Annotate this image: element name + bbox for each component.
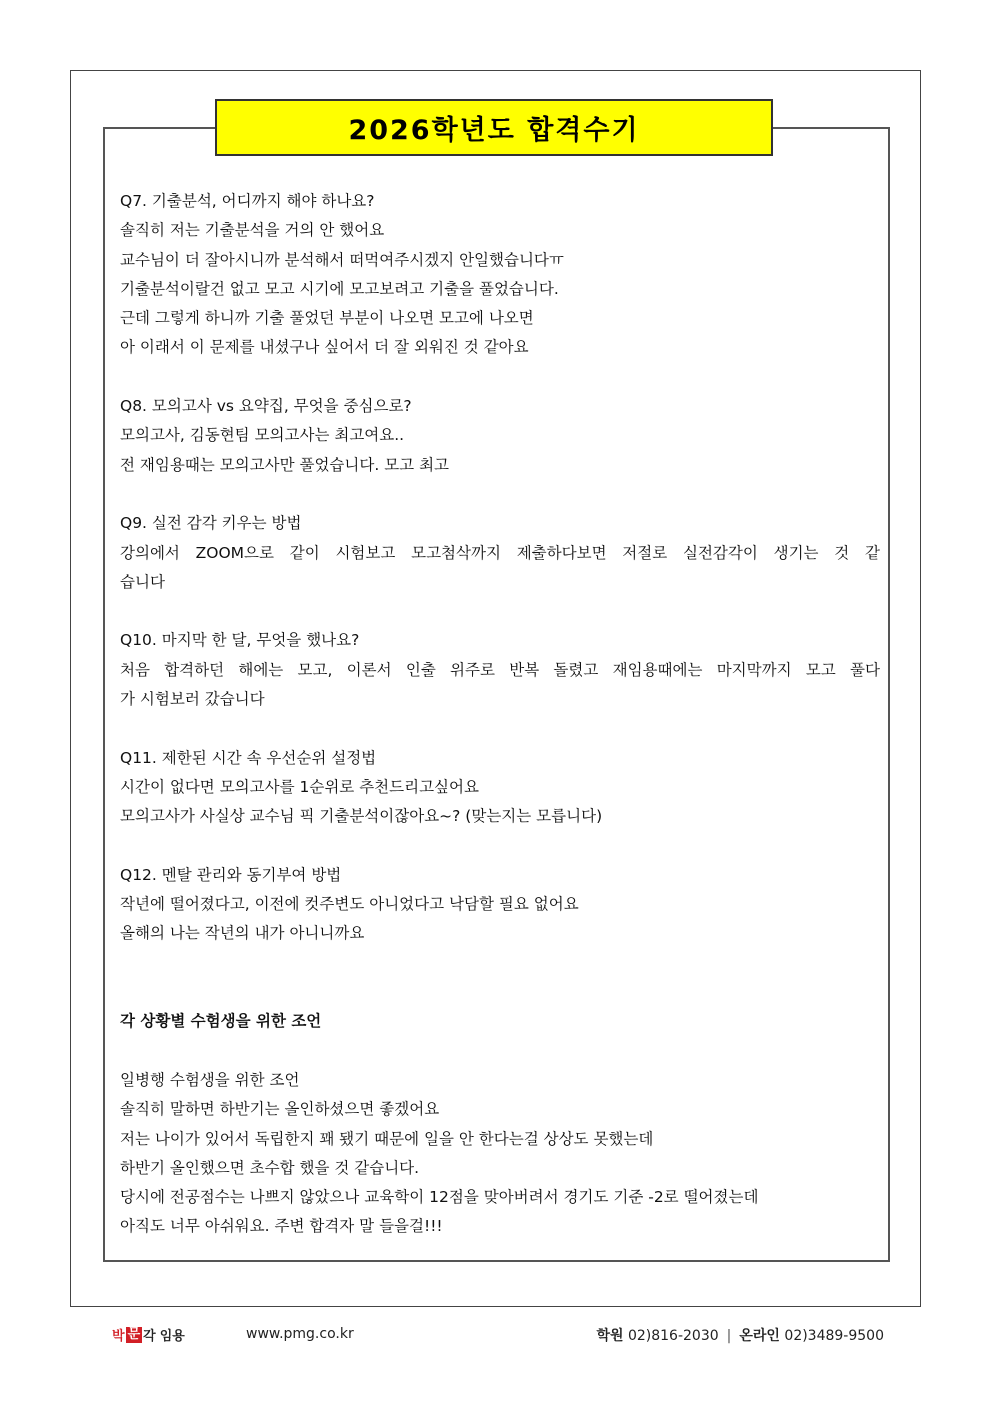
text-line: 하반기 올인했으면 초수합 했을 것 같습니다.: [120, 1158, 420, 1177]
pmg-logo: [112, 1325, 185, 1344]
text-line: 처음 합격하던 해에는 모고, 이론서 인출 위주로 반복 돌렸고 재임용때에는 마지막까지 모고 풀다: [120, 660, 880, 679]
text-line: Q9. 실전 감각 키우는 방법: [120, 514, 302, 533]
article-body: [120, 187, 880, 1242]
contact-info: [596, 1325, 884, 1345]
blank-line: [120, 597, 880, 626]
text-line: 교수님이 더 잘아시니까 분석해서 떠먹여주시겠지 안일했습니다ㅠ: [120, 250, 564, 269]
text-line: 아 이래서 이 문제를 내셨구나 싶어서 더 잘 외워진 것 같아요: [120, 338, 529, 357]
text-line: 일병행 수험생을 위한 조언: [120, 1070, 300, 1089]
text-line: 가 시험보러 갔습니다: [120, 690, 265, 709]
blank-line: [120, 714, 880, 743]
academy-phone: 02)816-2030: [627, 1328, 719, 1344]
text-line: 근데 그렇게 하니까 기출 풀었던 부분이 나오면 모고에 나오면: [120, 309, 534, 328]
text-line: 저는 나이가 있어서 독립한지 꽤 됐기 때문에 일을 안 한다는걸 상상도 못했는데: [120, 1129, 654, 1148]
text-line: 작년에 떨어졌다고, 이전에 컷주변도 아니었다고 낙담할 필요 없어요: [120, 895, 579, 914]
blank-line: [120, 480, 880, 509]
blank-line: [120, 832, 880, 861]
online-label: 온라인: [739, 1328, 780, 1344]
text-line: Q12. 멘탈 관리와 동기부여 방법: [120, 865, 342, 884]
website-url: www.pmg.co.kr: [246, 1326, 354, 1342]
text-line: 올해의 나는 작년의 내가 아니니까요: [120, 924, 365, 943]
logo-text: 각: [143, 1329, 156, 1344]
text-line: 모의고사가 사실상 교수님 픽 기출분석이잖아요~? (맞는지는 모릅니다): [120, 807, 603, 826]
text-line: 시간이 없다면 모의고사를 1순위로 추천드리고싶어요: [120, 777, 479, 796]
text-line: 기출분석이랄건 없고 모고 시기에 모고보려고 기출을 풀었습니다.: [120, 279, 559, 298]
blank-line: [120, 363, 880, 392]
text-line: 솔직히 저는 기출분석을 거의 안 했어요: [120, 221, 385, 240]
text-line: Q11. 제한된 시간 속 우선순위 설정법: [120, 748, 377, 767]
academy-label: 학원: [596, 1328, 624, 1344]
text-line: Q7. 기출분석, 어디까지 해야 하나요?: [120, 192, 375, 210]
text-line: Q8. 모의고사 vs 요약집, 무엇을 중심으로?: [120, 397, 412, 416]
text-line: 아직도 너무 아쉬워요. 주변 합격자 말 들을걸!!!: [120, 1217, 443, 1236]
separator: |: [726, 1328, 732, 1344]
text-line: 모의고사, 김동현팀 모의고사는 최고여요..: [120, 426, 405, 445]
text-line: 전 재임용때는 모의고사만 풀었습니다. 모고 최고: [120, 455, 450, 474]
section-heading: 각 상황별 수험생을 위한 조언: [120, 1012, 322, 1031]
blank-line: [120, 978, 880, 1007]
blank-line: [120, 1037, 880, 1066]
logo-text: 박: [112, 1329, 125, 1344]
logo-subtitle: 임용: [159, 1329, 185, 1344]
page-footer: [0, 1320, 992, 1350]
online-phone: 02)3489-9500: [784, 1328, 884, 1344]
text-line: Q10. 마지막 한 달, 무엇을 했나요?: [120, 631, 360, 650]
logo-mark: 문: [127, 1326, 141, 1342]
text-line: 습니다: [120, 572, 165, 591]
text-line: 당시에 전공점수는 나쁘지 않았으나 교육학이 12점을 맞아버려서 경기도 기준 -2로 떨어졌는데: [120, 1188, 759, 1207]
page-title: 2026학년도 합격수기: [348, 115, 640, 146]
title-banner: [215, 99, 773, 156]
text-line: 솔직히 말하면 하반기는 올인하셨으면 좋겠어요: [120, 1100, 440, 1119]
text-line: 강의에서 ZOOM으로 같이 시험보고 모고첨삭까지 제출하다보면 저절로 실전감각이 생기는 것 같: [120, 543, 880, 562]
blank-line: [120, 949, 880, 978]
